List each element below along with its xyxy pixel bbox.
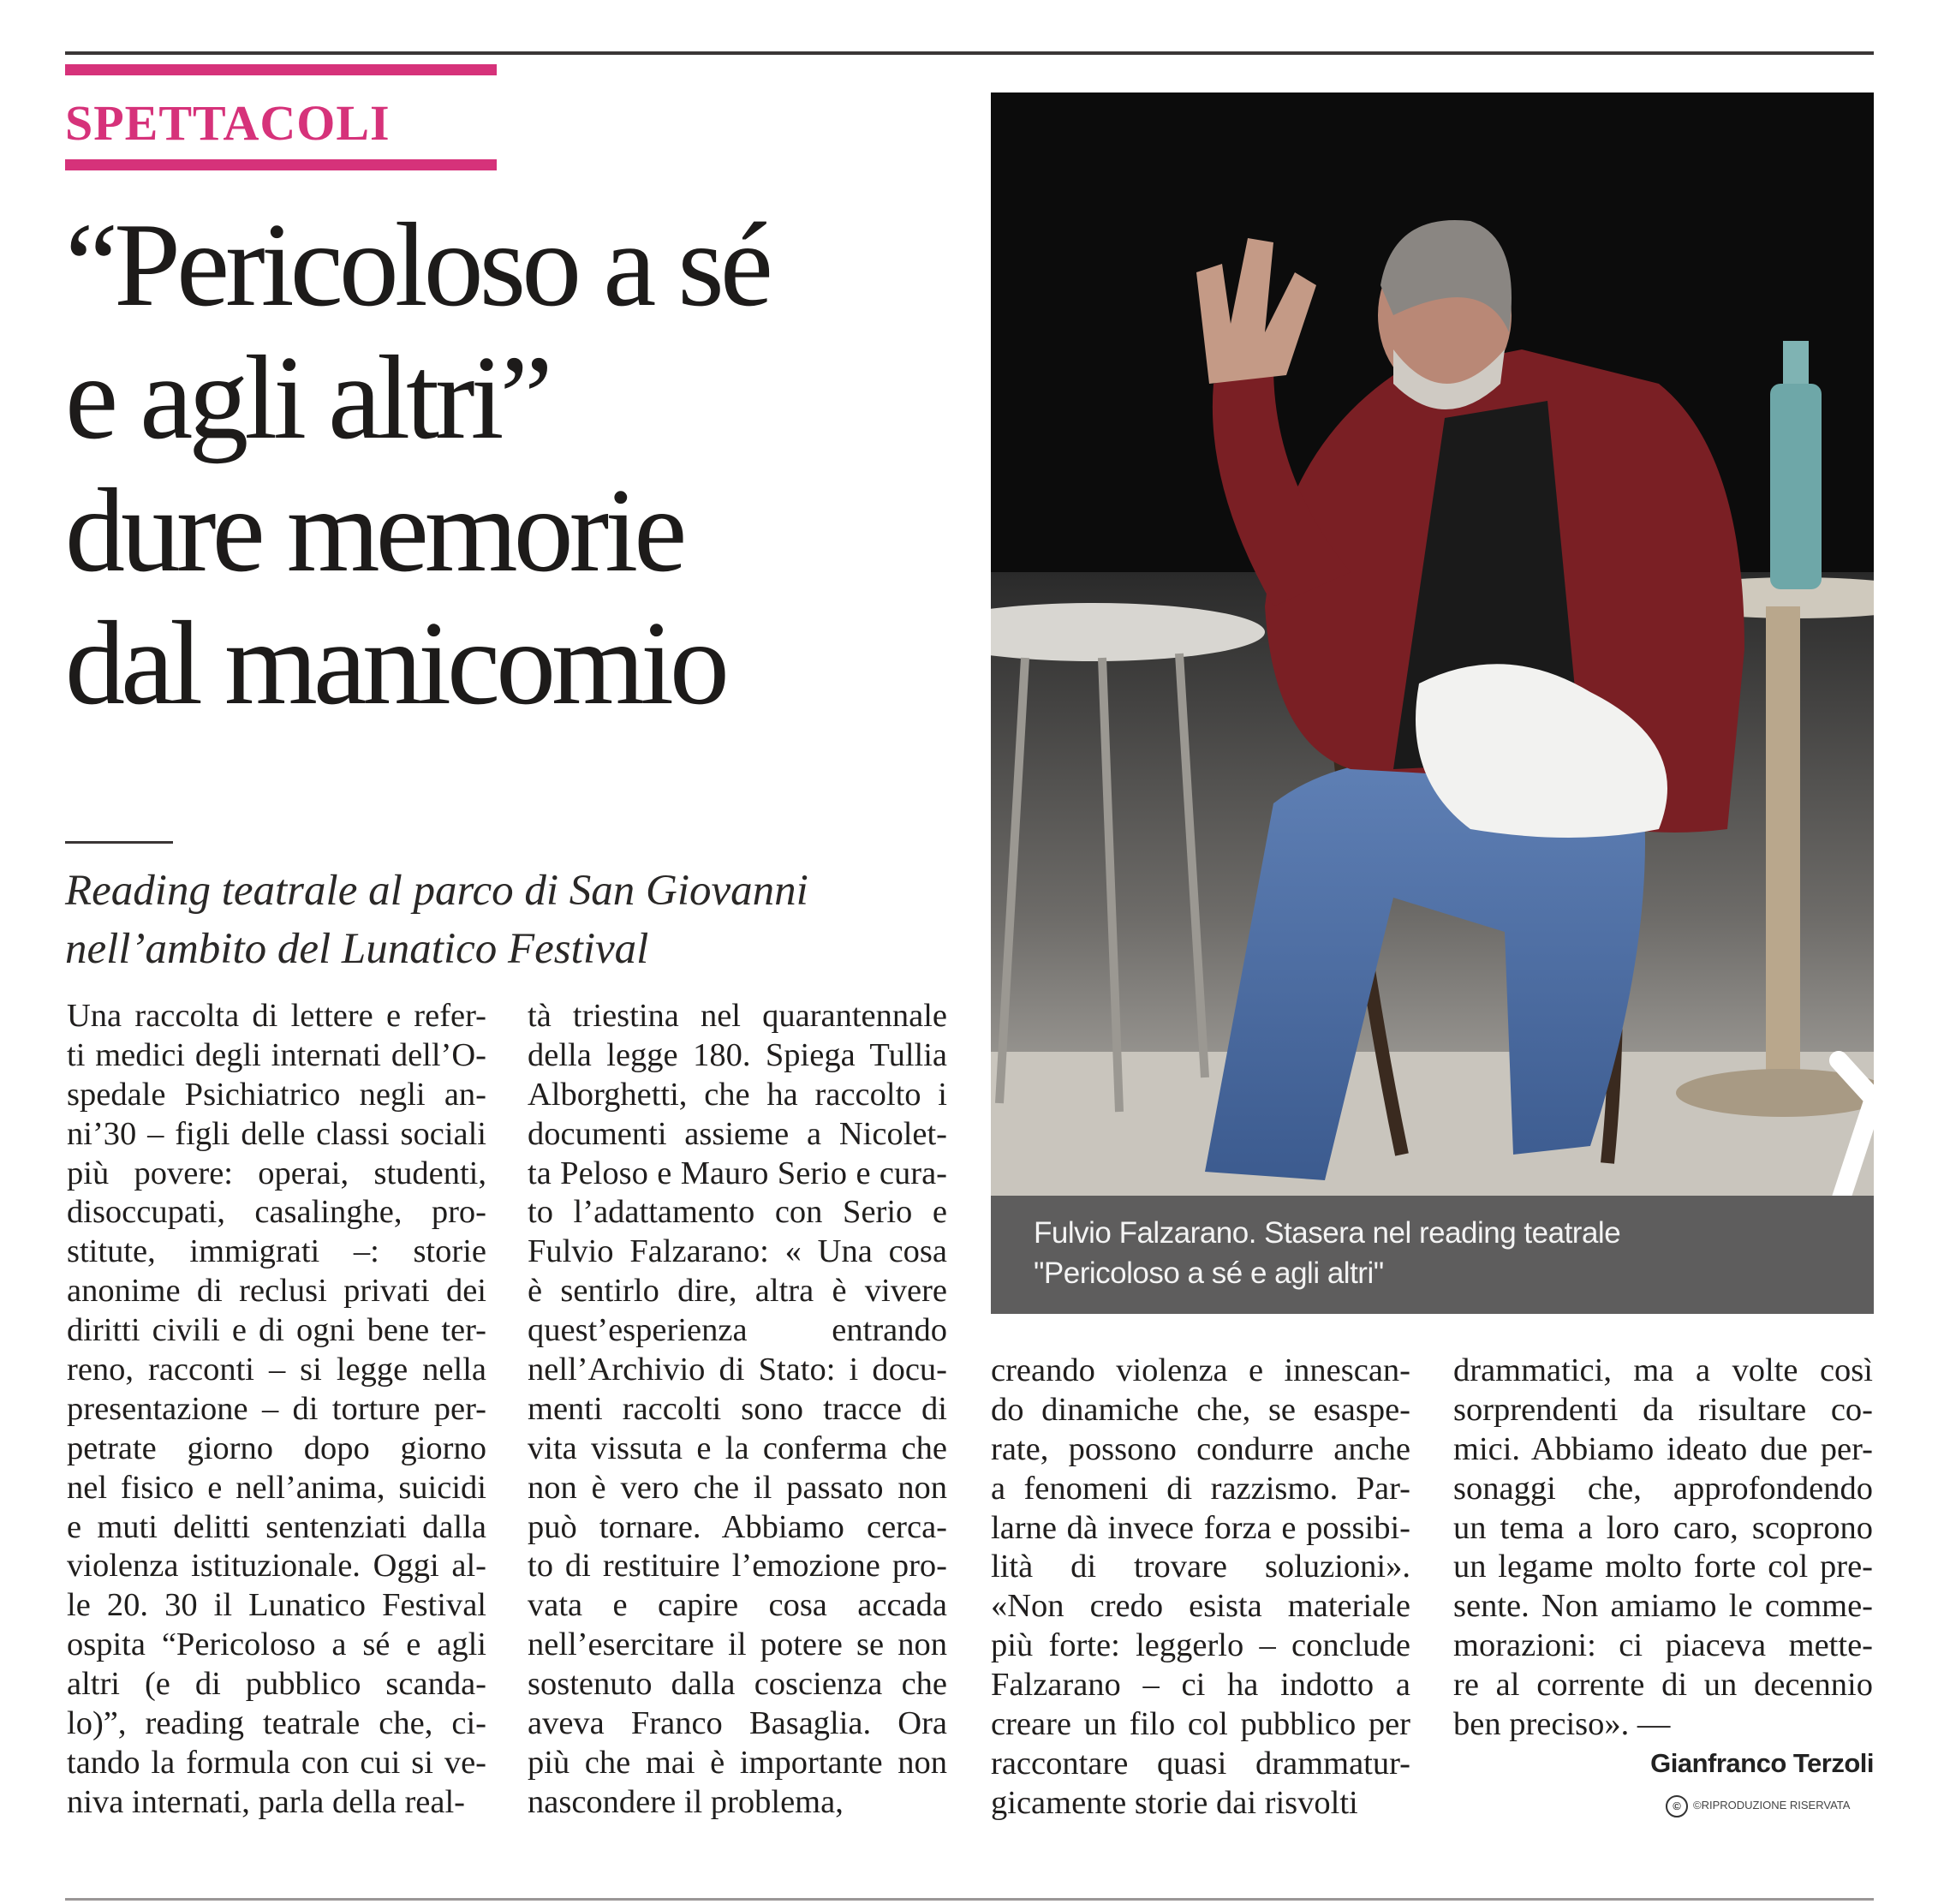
article-line: un tema a loro caro, scoprono	[1453, 1509, 1873, 1546]
article-line: morazioni: ci piaceva mette-	[1453, 1627, 1873, 1664]
article-line: nell’esercitare il potere se non	[528, 1626, 947, 1663]
article-line: lo)”, reading teatrale che, ci-	[67, 1705, 486, 1742]
article-line: quest’esperienza entrando	[528, 1312, 947, 1349]
article-line: mici. Abbiamo ideato due per-	[1453, 1430, 1873, 1467]
article-line: sorprendenti da risultare co-	[1453, 1391, 1873, 1428]
article-line: violenza istituzionale. Oggi al-	[67, 1548, 486, 1585]
article-line: menti raccolti sono tracce di	[528, 1390, 947, 1427]
article-line: ospita “Pericoloso a sé e agli	[67, 1626, 486, 1663]
section-bar-bottom	[65, 159, 497, 170]
article-line: sente. Non amiamo le comme-	[1453, 1588, 1873, 1625]
article-line: anonime di reclusi privati dei	[67, 1273, 486, 1310]
article-line: petrate giorno dopo giorno	[67, 1429, 486, 1466]
article-line: lità di trovare soluzioni».	[991, 1549, 1410, 1585]
article-line: documenti assieme a Nicolet-	[528, 1115, 947, 1152]
article-line: più povere: operai, studenti,	[67, 1155, 486, 1191]
subheading-line: Reading teatrale al parco di San Giovanni	[65, 867, 808, 915]
article-line: nell’Archivio di Stato: i docu-	[528, 1352, 947, 1388]
article-line: nascondere il problema,	[528, 1783, 844, 1820]
article-line: altri (e di pubblico scanda-	[67, 1666, 486, 1703]
article-line: Fulvio Falzarano: « Una cosa	[528, 1233, 947, 1270]
rights-notice	[1666, 1794, 1874, 1820]
article-line: ti medici degli internati dell’O-	[67, 1036, 486, 1073]
article-line: Falzarano – ci ha indotto a	[991, 1667, 1410, 1704]
article-line: tà triestina nel quarantennale	[528, 998, 947, 1034]
photo-caption-bar	[991, 1196, 1874, 1314]
copyright-icon: ©	[1666, 1795, 1688, 1817]
article-photo	[991, 93, 1874, 1196]
article-line: le 20. 30 il Lunatico Festival	[67, 1587, 486, 1624]
article-line: diritti civili e di ogni bene ter-	[67, 1312, 486, 1349]
article-line: gicamente storie dai risvolti	[991, 1784, 1358, 1821]
caption-line: Fulvio Falzarano. Stasera nel reading teatrale	[1034, 1216, 1621, 1250]
article-line: disoccupati, casalinghe, pro-	[67, 1194, 486, 1231]
subheading	[65, 862, 973, 978]
article-line: sonaggi che, approfondendo	[1453, 1470, 1873, 1507]
article-line: aveva Franco Basaglia. Ora	[528, 1705, 947, 1742]
article-line: creare un filo col pubblico per	[991, 1706, 1410, 1743]
top-rule	[65, 51, 1874, 55]
article-line: ben preciso». —	[1453, 1706, 1671, 1743]
headline-line: dure memorie	[65, 464, 683, 597]
headline	[65, 199, 973, 730]
article-line: creando violenza e innescan-	[991, 1352, 1410, 1388]
article-line: ni’30 – figli delle classi sociali	[67, 1115, 486, 1152]
caption-line: "Pericoloso a sé e agli altri"	[1034, 1256, 1384, 1290]
article-column-3	[991, 1352, 1410, 1823]
article-line: ta Peloso e Mauro Serio e cura-	[528, 1155, 947, 1191]
article-line: Alborghetti, che ha raccolto i	[528, 1076, 947, 1113]
article-line: reno, racconti – si legge nella	[67, 1352, 486, 1388]
article-line: e muti delitti sentenziati dalla	[67, 1508, 486, 1545]
article-line: sostenuto dalla coscienza che	[528, 1666, 947, 1703]
subheading-line: nell’ambito del Lunatico Festival	[65, 925, 649, 973]
article-line: rate, possono condurre anche	[991, 1430, 1410, 1467]
article-line: niva internati, parla della real-	[67, 1783, 465, 1820]
photo-illustration	[991, 93, 1874, 1196]
article-line: può tornare. Abbiamo cerca-	[528, 1508, 947, 1545]
article-line: della legge 180. Spiega Tullia	[528, 1036, 947, 1073]
article-line: non è vero che il passato non	[528, 1469, 947, 1506]
article-line: raccontare quasi drammatur-	[991, 1745, 1410, 1782]
article-line: vata e capire cosa accada	[528, 1587, 947, 1624]
article-line: to di restituire l’emozione pro-	[528, 1548, 947, 1585]
article-line: presentazione – di torture per-	[67, 1390, 486, 1427]
article-column-1	[67, 997, 486, 1823]
headline-line: “Pericoloso a sé	[65, 199, 769, 331]
article-line: tando la formula con cui si ve-	[67, 1744, 486, 1781]
subheading-divider	[65, 841, 173, 844]
article-line: spedale Psichiatrico negli an-	[67, 1076, 486, 1113]
article-line: stitute, immigrati –: storie	[67, 1233, 486, 1270]
headline-line: e agli altri”	[65, 331, 549, 464]
rights-text: ©RIPRODUZIONE RISERVATA	[1693, 1799, 1851, 1811]
byline: Gianfranco Terzoli	[1650, 1748, 1874, 1778]
article-line: è sentirlo dire, altra è vivere	[528, 1273, 947, 1310]
section-bar-top	[65, 64, 497, 75]
article-line: to l’adattamento con Serio e	[528, 1194, 947, 1231]
photo-caption	[1034, 1213, 1856, 1293]
section-label: SPETTACOLI	[65, 95, 391, 151]
headline-line: dal manicomio	[65, 597, 725, 730]
article-line: più forte: leggerlo – conclude	[991, 1627, 1410, 1664]
article-line: «Non credo esista materiale	[991, 1588, 1410, 1625]
article-line: do dinamiche che, se esaspe-	[991, 1391, 1410, 1428]
article-line: re al corrente di un decennio	[1453, 1667, 1873, 1704]
article-line: nel fisico e nell’anima, suicidi	[67, 1469, 486, 1506]
article-line: drammatici, ma a volte così	[1453, 1352, 1873, 1388]
article-line: vita vissuta e la conferma che	[528, 1429, 947, 1466]
article-column-4	[1453, 1352, 1873, 1745]
article-line: larne dà invece forza e possibi-	[991, 1509, 1410, 1546]
bottom-rule	[65, 1898, 1874, 1901]
article-line: a fenomeni di razzismo. Par-	[991, 1470, 1410, 1507]
article-column-2	[528, 997, 947, 1823]
article-line: un legame molto forte col pre-	[1453, 1549, 1873, 1585]
article-line: più che mai è importante non	[528, 1744, 947, 1781]
article-line: Una raccolta di lettere e refer-	[67, 998, 486, 1034]
